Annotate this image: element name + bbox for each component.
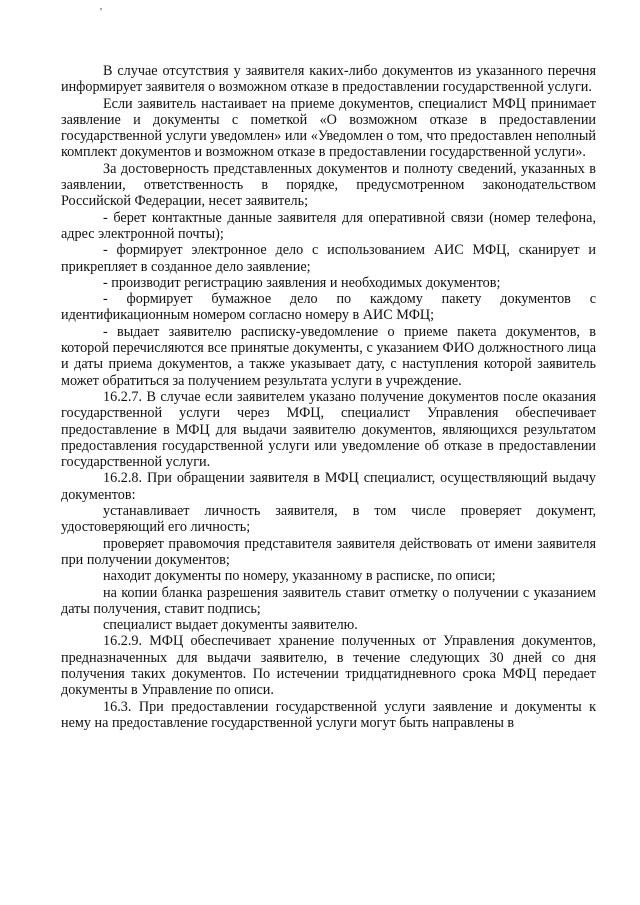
- document-page: [61, 63, 596, 731]
- paragraph-identity-check: устанавливает личность заявителя, в том числе проверяет документ, удостоверяющий его личность;: [61, 503, 596, 536]
- paragraph-16-2-8: 16.2.8. При обращении заявителя в МФЦ специалист, осуществляющий выдачу документов:: [61, 470, 596, 503]
- paragraph-representative-check: проверяет правомочия представителя заявителя действовать от имени заявителя при получении документов;: [61, 535, 596, 568]
- paragraph-signature-mark: на копии бланка разрешения заявитель ставит отметку о получении с указанием даты получения, ставит подпись;: [61, 584, 596, 617]
- paragraph-missing-documents: В случае отсутствия у заявителя каких-либо документов из указанного перечня информирует заявителя о возможном отказе в предоставлении государственной услуги.: [61, 63, 596, 96]
- paragraph-paper-case: - формирует бумажное дело по каждому пакету документов с идентификационным номером согласно номеру в АИС МФЦ;: [61, 291, 596, 324]
- paragraph-find-documents: находит документы по номеру, указанному в расписке, по описи;: [103, 568, 496, 585]
- paragraph-16-2-7: 16.2.7. В случае если заявителем указано получение документов после оказания государственной услуги через МФЦ, специалист Управления обеспечивает предоставление в МФЦ для выдачи заявителю документов, являющихся результатом предоставления государственной услуги или уведомление об отказе в предоставлении государственной услуги.: [61, 388, 596, 471]
- paragraph-issue-documents: специалист выдает документы заявителю.: [103, 617, 358, 634]
- paragraph-16-3: 16.3. При предоставлении государственной услуги заявление и документы к нему на предоставление государственной услуги могут быть направлены в: [61, 698, 596, 731]
- paragraph-receipt-notice: - выдает заявителю расписку-уведомление о приеме пакета документов, в которой перечисляются все принятые документы, с указанием ФИО должностного лица и даты приема документов, а также указывает дату, с наступления которой заявитель может обратиться за получением результата услуги в учреждение.: [61, 323, 596, 389]
- paragraph-registration: - производит регистрацию заявления и необходимых документов;: [103, 274, 501, 291]
- paragraph-16-2-9: 16.2.9. МФЦ обеспечивает хранение полученных от Управления документов, предназначенных для выдачи заявителю, в течение следующих 30 дней со дня получения таких документов. По истечении тридцатидневного срока МФЦ передает документы в Управление по описи.: [61, 633, 596, 699]
- paragraph-reliability: За достоверность представленных документов и полноту сведений, указанных в заявлении, ответственность в порядке, предусмотренном законодательством Российской Федерации, несет заявитель;: [61, 160, 596, 210]
- paragraph-applicant-insists: Если заявитель настаивает на приеме документов, специалист МФЦ принимает заявление и документы с пометкой «О возможном отказе в предоставлении государственной услуги уведомлен» или «Уведомлен о том, что предоставлен неполный комплект документов и возможном отказе в предоставлении государственной услуги».: [61, 95, 596, 161]
- paragraph-electronic-case: - формирует электронное дело с использованием АИС МФЦ, сканирует и прикрепляет в созданное дело заявление;: [61, 242, 596, 275]
- paragraph-contact-data: - берет контактные данные заявителя для оперативной связи (номер телефона, адрес электронной почты);: [61, 209, 596, 242]
- page-corner-mark: ': [100, 6, 102, 18]
